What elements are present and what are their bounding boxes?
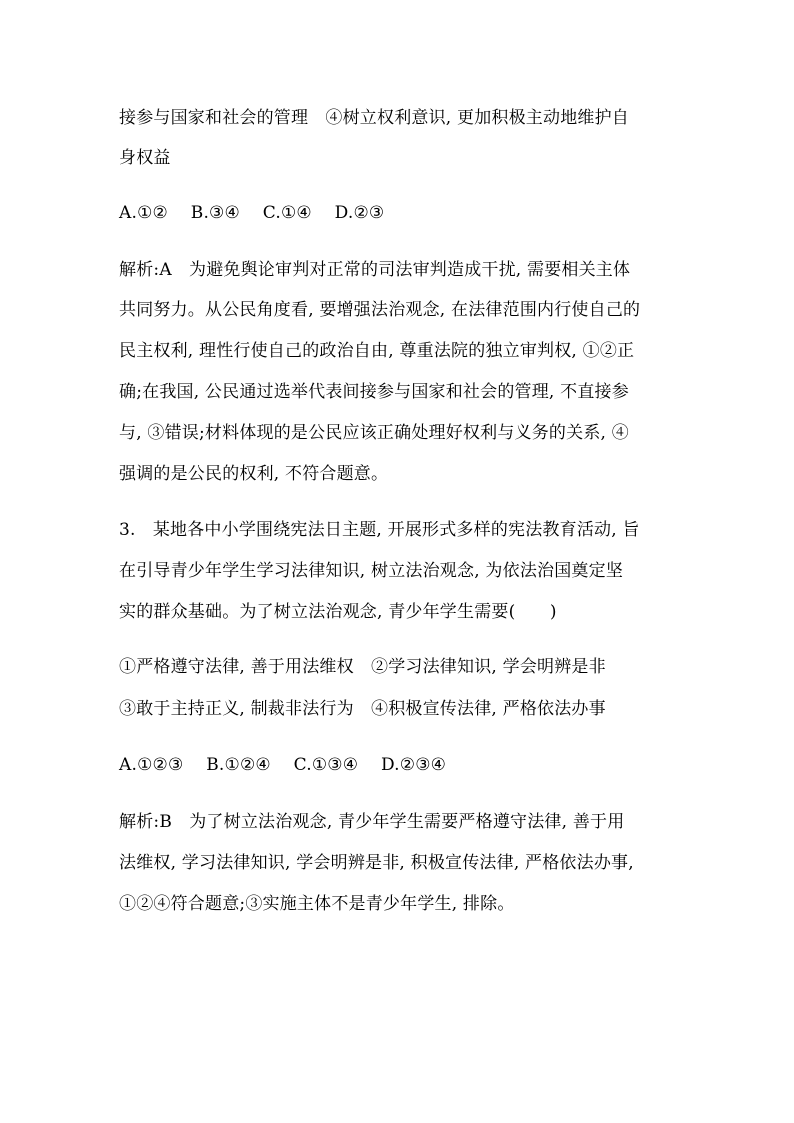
statement-line: ①严格遵守法律, 善于用法维权 ②学习法律知识, 学会明辨是非 — [119, 657, 606, 677]
question-line: 实的群众基础。为了树立法治观念, 青少年学生需要( ) — [119, 602, 557, 622]
text-line: 身权益 — [119, 148, 171, 168]
question-line: 3. 某地各中小学围绕宪法日主题, 开展形式多样的宪法教育活动, 旨 — [119, 520, 640, 540]
analysis-line: ①②④符合题意;③实施主体不是青少年学生, 排除。 — [119, 894, 515, 914]
analysis-line: 共同努力。从公民角度看, 要增强法治观念, 在法律范围内行使自己的 — [119, 300, 641, 320]
answer-options: A.①② B.③④ C.①④ D.②③ — [119, 203, 385, 223]
text-line: 接参与国家和社会的管理 ④树立权利意识, 更加积极主动地维护自 — [119, 108, 630, 128]
analysis-line: 解析:A 为避免舆论审判对正常的司法审判造成干扰, 需要相关主体 — [119, 260, 631, 280]
question-line: 在引导青少年学生学习法律知识, 树立法治观念, 为依法治国奠定坚 — [119, 561, 624, 581]
analysis-line: 解析:B 为了树立法治观念, 青少年学生需要严格遵守法律, 善于用 — [119, 812, 625, 832]
analysis-line: 强调的是公民的权利, 不符合题意。 — [119, 464, 389, 484]
analysis-line: 确;在我国, 公民通过选举代表间接参与国家和社会的管理, 不直接参 — [119, 382, 629, 402]
answer-options: A.①②③ B.①②④ C.①③④ D.②③④ — [119, 755, 447, 775]
analysis-line: 与, ③错误;材料体现的是公民应该正确处理好权利与义务的关系, ④ — [119, 423, 629, 443]
statement-line: ③敢于主持正义, 制裁非法行为 ④积极宣传法律, 严格依法办事 — [119, 699, 606, 719]
analysis-line: 民主权利, 理性行使自己的政治自由, 尊重法院的独立审判权, ①②正 — [119, 341, 635, 361]
analysis-line: 法维权, 学习法律知识, 学会明辨是非, 积极宣传法律, 严格依法办事, — [119, 853, 634, 873]
